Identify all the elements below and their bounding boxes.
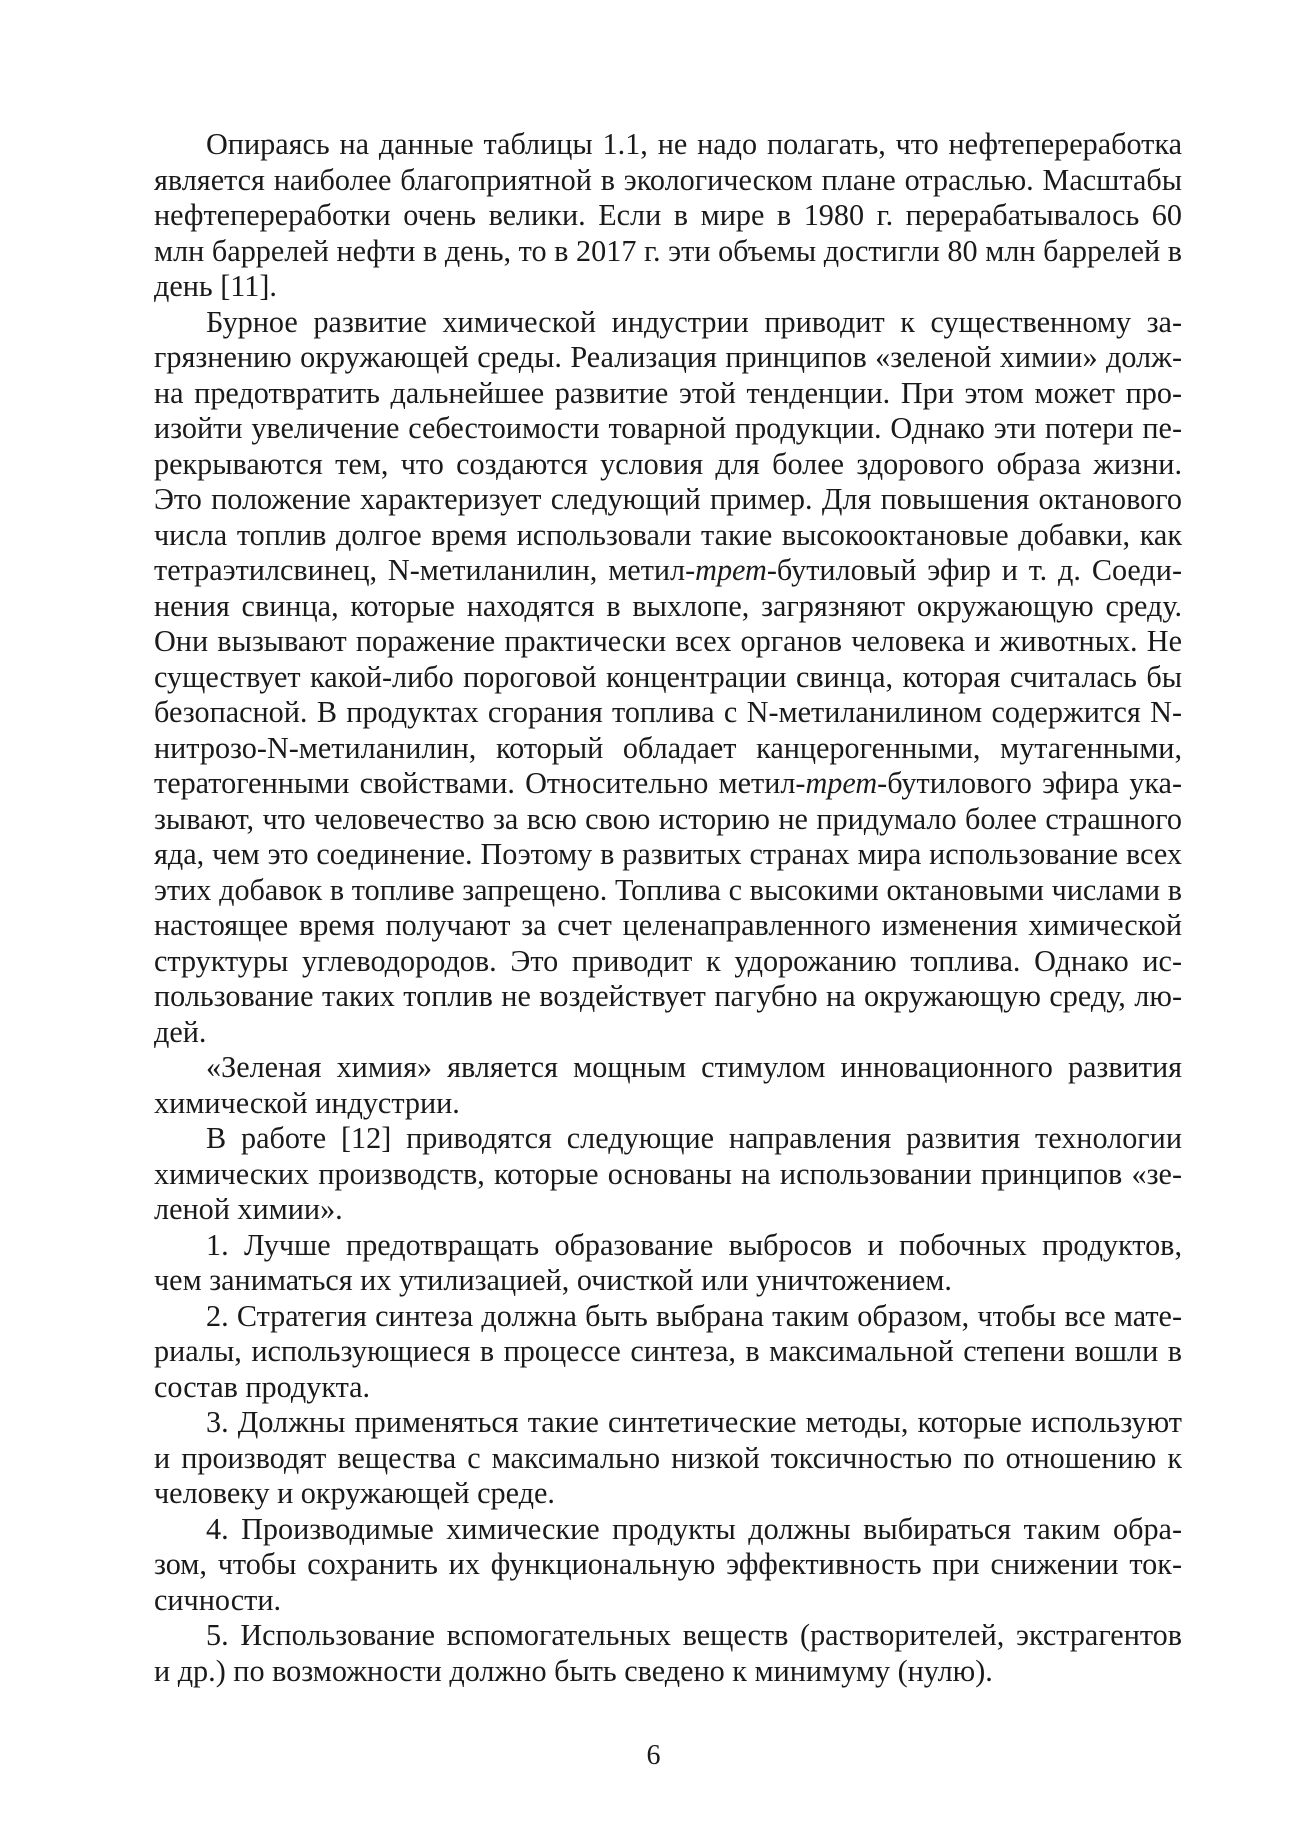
paragraph-innovation-stimulus: «Зеленая химия» является мощным стимулом инновационного развития химической индустрии. <box>154 1050 1182 1120</box>
text-segment: Бурное развитие химической индустрии приводит к существенному загрязнению окружающей среды. Реализация принципов «зеленой химии» должна предотвратить дальнейшее развитие этой тенденции. При этом может произойти увеличение себестоимости товарной продукции. Однако эти потери перекрываются тем, что создаются условия для более здорового образа жизни. Это положение характеризует следующий пример. Для повышения октанового числа топлив долгое время использовали такие высокооктановые добавки, как тетраэтилсвинец, N-метиланилин, метил- <box>154 304 1182 587</box>
page-body <box>154 127 1182 1689</box>
list-item-principle-2: 2. Стратегия синтеза должна быть выбрана таким образом, чтобы все материалы, использующиеся в процессе синтеза, в максимальной степени вошли в состав продукта. <box>154 1298 1182 1404</box>
list-item-principle-1: 1. Лучше предотвращать образование выбросов и побочных продуктов, чем заниматься их утилизацией, очисткой или уничтожением. <box>154 1227 1182 1297</box>
italic-term: трет <box>695 553 767 587</box>
text-segment: -бутиловый эфир и т. д. Соединения свинца, которые находятся в выхлопе, загрязняют окружающую среду. Они вызывают поражение практически всех органов человека и животных. Не существует какой-либо пороговой концентрации свинца, которая считалась бы безопасной. В продуктах сгорания топлива с N-метиланилином содержится N-нитрозо-N-метиланилин, который обладает канцерогенными, мутагенными, тератогенными свойствами. Относительно метил- <box>154 553 1182 800</box>
list-item-principle-5: 5. Использование вспомогательных веществ (растворителей, экстрагентов и др.) по возможности должно быть сведено к минимуму (нулю). <box>154 1618 1182 1688</box>
paragraph-directions-intro: В работе [12] приводятся следующие направления развития технологии химических производств, которые основаны на использовании принципов «зеленой химии». <box>154 1121 1182 1226</box>
paragraph-green-chemistry-example <box>154 305 1182 1051</box>
list-item-principle-3: 3. Должны применяться такие синтетические методы, которые используют и производят вещества с максимально низкой токсичностью по отношению к человеку и окружающей среде. <box>154 1405 1182 1510</box>
italic-term: трет <box>805 766 878 800</box>
page-number: 6 <box>646 1740 661 1771</box>
list-item-principle-4: 4. Производимые химические продукты должны выбираться таким образом, чтобы сохранить их функциональную эффективность при снижении токсичности. <box>154 1511 1182 1617</box>
text-segment: -бутилового эфира указывают, что человечество за всю свою историю не придумало более страшного яда, чем это соединение. Поэтому в развитых странах мира использование всех этих добавок в топливе запрещено. Топлива с высокими октановыми числами в настоящее время получают за счет целенаправленного изменения химической структуры углеводородов. Это приводит к удорожанию топлива. Однако использование таких топлив не воздействует пагубно на окружающую среду, людей. <box>154 766 1182 1049</box>
paragraph-oil-refining: Опираясь на данные таблицы 1.1, не надо полагать, что нефтепереработка является наиболее благоприятной в экологическом плане отраслью. Масштабы нефтепереработки очень велики. Если в мире в 1980 г. перерабатывалось 60 млн баррелей нефти в день, то в 2017 г. эти объемы достигли 80 млн баррелей в день [11]. <box>154 127 1182 303</box>
